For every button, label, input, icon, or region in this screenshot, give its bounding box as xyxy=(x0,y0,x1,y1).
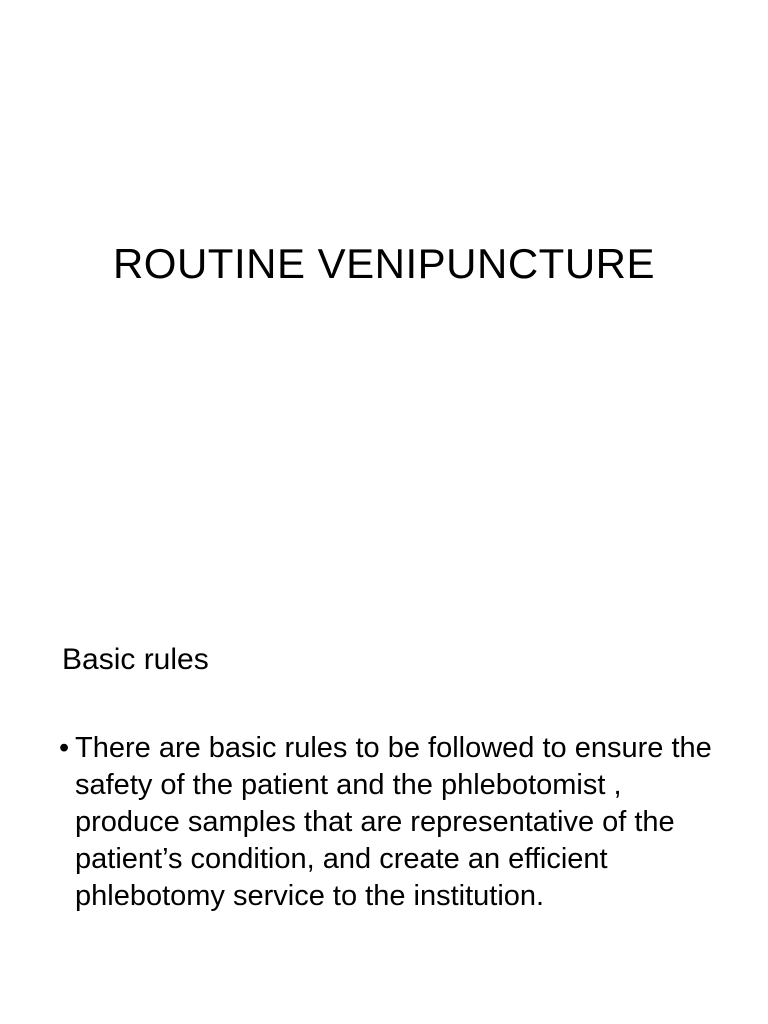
bullet-icon: • xyxy=(59,732,70,764)
slide-title: ROUTINE VENIPUNCTURE xyxy=(112,240,656,287)
bullet-text: There are basic rules to be followed to ensure the safety of the patient and the phlebotomist , produce samples that are representative of the patient’s condition, and create an efficient phlebotomy service to the institution. xyxy=(75,732,712,912)
content-slide xyxy=(0,576,768,1024)
bullet-list xyxy=(59,730,722,915)
section-heading: Basic rules xyxy=(62,643,209,676)
bullet-item xyxy=(59,730,722,915)
